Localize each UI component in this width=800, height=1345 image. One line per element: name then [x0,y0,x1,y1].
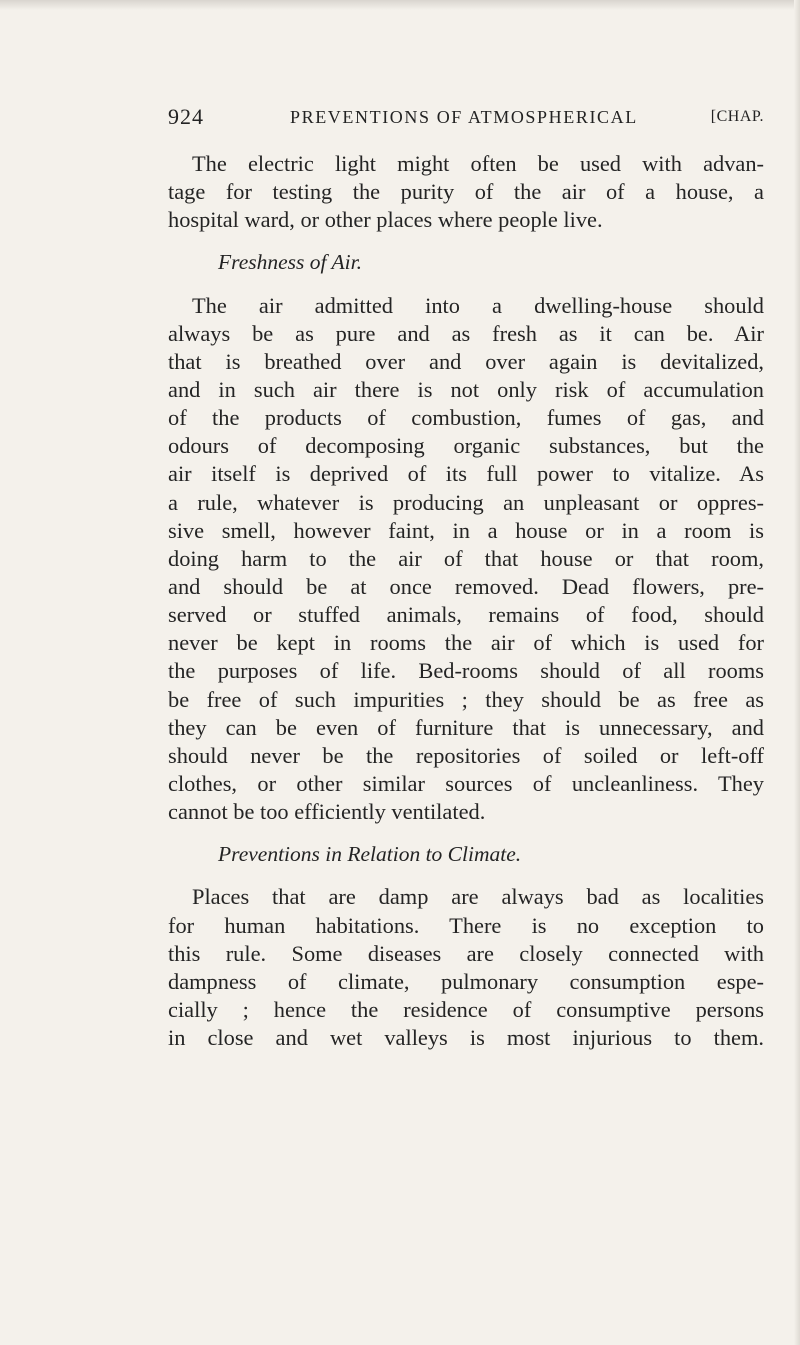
text-line: dampness of climate, pulmonary consumption espe- [168,968,764,994]
page-right-shadow [794,0,800,1345]
text-line: a rule, whatever is producing an unpleasant or oppres- [168,489,764,515]
text-line: should never be the repositories of soiled or left-off [168,742,764,768]
body-text [168,150,764,1052]
text-line: clothes, or other similar sources of uncleanliness. They [168,770,764,796]
chapter-mark: [CHAP. [710,108,764,125]
text-line: The air admitted into a dwelling-house should [192,292,764,318]
text-line: and should be at once removed. Dead flowers, pre- [168,573,764,599]
text-line: they can be even of furniture that is unnecessary, and [168,714,764,740]
text-line: doing harm to the air of that house or that room, [168,545,764,571]
section-heading-freshness: Freshness of Air. [218,250,362,275]
text-line: tage for testing the purity of the air of a house, a [168,179,764,205]
text-line: that is breathed over and over again is devitalized, [168,348,764,374]
section-heading-climate: Preventions in Relation to Climate. [218,842,522,867]
text-line: and in such air there is not only risk of accumulation [168,376,764,402]
text-line: The electric light might often be used with advan- [192,151,764,176]
text-line: sive smell, however faint, in a house or in a room is [168,517,764,543]
text-line: of the products of combustion, fumes of gas, and [168,405,764,431]
text-line: be free of such impurities ; they should be as free as [168,686,764,712]
text-line: the purposes of life. Bed-rooms should of all rooms [168,658,764,684]
page-number: 924 [168,104,204,129]
text-line: served or stuffed animals, remains of food, should [168,602,764,628]
text-line: cially ; hence the residence of consumptive persons [168,996,764,1022]
text-line: cannot be too efficiently ventilated. [168,799,486,825]
text-line: odours of decomposing organic substances, but the [168,433,764,459]
page-top-shadow [0,0,800,10]
text-line: Places that are damp are always bad as localities [192,884,764,910]
text-line: always be as pure and as fresh as it can be. Air [168,320,764,346]
text-line: this rule. Some diseases are closely connected with [168,940,764,966]
text-line: never be kept in rooms the air of which is used for [168,630,764,656]
text-line: in close and wet valleys is most injurious to them. [168,1025,764,1051]
text-line: air itself is deprived of its full power to vitalize. As [168,461,764,487]
page-header [168,104,764,134]
running-head: PREVENTIONS OF ATMOSPHERICAL [290,107,638,127]
text-line: hospital ward, or other places where people live. [168,207,603,233]
text-line: for human habitations. There is no exception to [168,912,764,938]
